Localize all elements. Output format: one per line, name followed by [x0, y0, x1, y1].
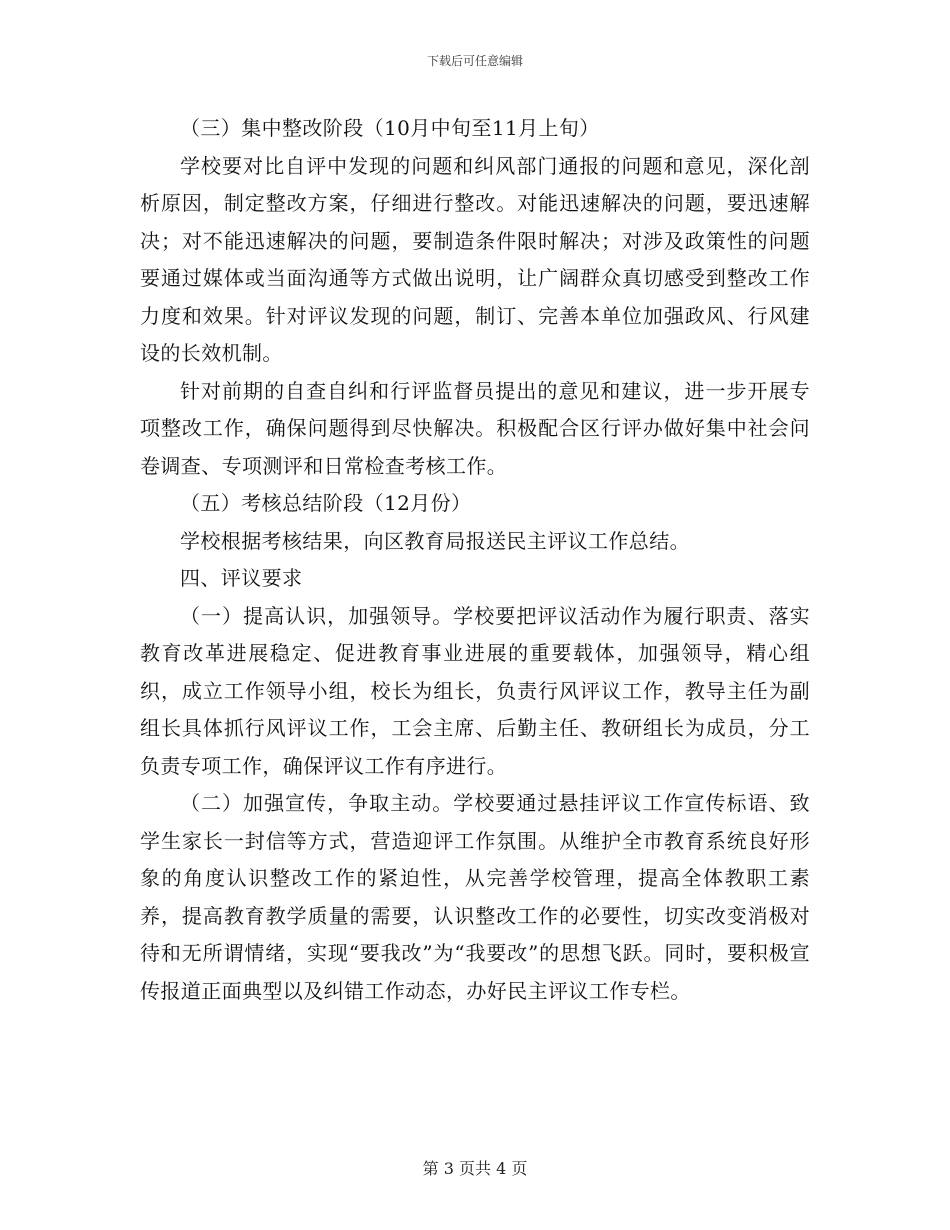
document-body [140, 110, 810, 1010]
paragraph: （二）加强宣传，争取主动。学校要通过悬挂评议工作宣传标语、致学生家长一封信等方式，营造迎评工作氛围。从维护全市教育系统良好形象的角度认识整改工作的紧迫性，从完善学校管理，提高全体教职工素养，提高教育教学质量的需要，认识整改工作的必要性，切实改变消极对待和无所谓情绪，实现“要我改”为“我要改”的思想飞跃。同时，要积极宣传报道正面典型以及纠错工作动态，办好民主评议工作专栏。 [140, 791, 810, 1003]
paragraph: 学校要对比自评中发现的问题和纠风部门通报的问题和意见，深化剖析原因，制定整改方案，仔细进行整改。对能迅速解决的问题，要迅速解决；对不能迅速解决的问题，要制造条件限时解决；对涉及政策性的问题要通过媒体或当面沟通等方式做出说明，让广阔群众真切感受到整改工作力度和效果。针对评议发现的问题，制订、完善本单位加强政风、行风建设的长效机制。 [140, 153, 810, 365]
section-heading-requirements: 四、评议要求 [180, 566, 303, 590]
section-heading-stage-three: （三）集中整改阶段（10月中旬至11月上旬） [180, 116, 600, 140]
paragraph: （一）提高认识，加强领导。学校要把评议活动作为履行职责、落实教育改革进展稳定、促进教育事业进展的重要载体，加强领导，精心组织，成立工作领导小组，校长为组长，负责行风评议工作，教导主任为副组长具体抓行风评议工作，工会主席、后勤主任、教研组长为成员，分工负责专项工作，确保评议工作有序进行。 [140, 603, 810, 778]
section-heading-stage-five: （五）考核总结阶段（12月份） [180, 491, 472, 515]
paragraph: 针对前期的自查自纠和行评监督员提出的意见和建议，进一步开展专项整改工作，确保问题得到尽快解决。积极配合区行评办做好集中社会问卷调查、专项测评和日常检查考核工作。 [140, 378, 810, 478]
page-header: 下载后可任意编辑 [426, 54, 523, 68]
page-footer: 第 3 页共 4 页 [422, 1159, 528, 1178]
paragraph: 学校根据考核结果，向区教育局报送民主评议工作总结。 [180, 528, 690, 553]
